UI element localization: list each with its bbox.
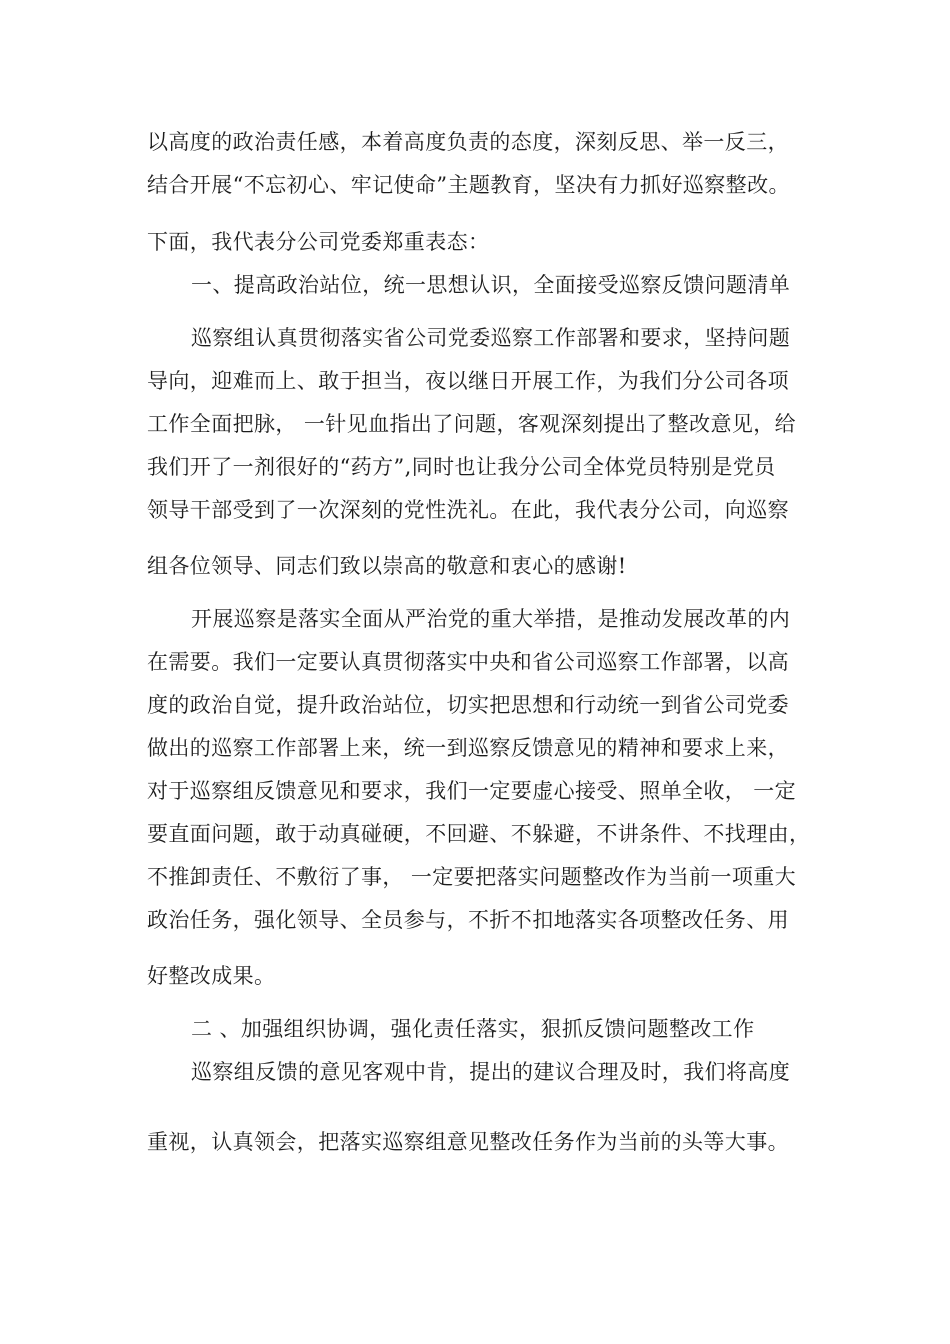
text-line: 以高度的政治责任感，本着高度负责的态度，深刻反思、举一反三， — [147, 130, 789, 154]
text-line: 组各位领导、同志们致以崇高的敬意和衷心的感谢! — [147, 554, 627, 578]
text-line: 工作全面把脉， 一针见血指出了问题，客观深刻提出了整改意见，给 — [147, 412, 797, 436]
text-line: 不推卸责任、不敷衍了事， 一定要把落实问题整改作为当前一项重大 — [147, 865, 797, 889]
text-line: 政治任务，强化领导、全员参与，不折不扣地落实各项整改任务、用 — [147, 908, 789, 932]
text-line: 领导干部受到了一次深刻的党性洗礼。在此，我代表分公司，向巡察 — [147, 498, 789, 522]
text-line: 下面，我代表分公司党委郑重表态： — [147, 230, 490, 254]
text-line: 在需要。我们一定要认真贯彻落实中央和省公司巡察工作部署，以高 — [147, 650, 789, 674]
text-line: 开展巡察是落实全面从严治党的重大举措，是推动发展改革的内 — [191, 607, 791, 631]
text-line: 巡察组反馈的意见客观中肯，提出的建议合理及时，我们将高度 — [191, 1060, 791, 1084]
text-line: 重视，认真领会，把落实巡察组意见整改任务作为当前的头等大事。 — [147, 1130, 789, 1154]
text-line: 导向，迎难而上、敢于担当，夜以继日开展工作，为我们分公司各项 — [147, 369, 789, 393]
text-line: 做出的巡察工作部署上来，统一到巡察反馈意见的精神和要求上来， — [147, 736, 789, 760]
text-line: 结合开展“不忘初心、牢记使命”主题教育，坚决有力抓好巡察整改。 — [147, 173, 790, 197]
text-line: 对于巡察组反馈意见和要求，我们一定要虚心接受、照单全收， 一定 — [147, 779, 797, 803]
text-line: 我们开了一剂很好的“药方”,同时也让我分公司全体党员特别是党员 — [147, 455, 776, 479]
text-line: 巡察组认真贯彻落实省公司党委巡察工作部署和要求，坚持问题 — [191, 326, 791, 350]
section-heading: 一、提高政治站位，统一思想认识，全面接受巡察反馈问题清单 — [191, 273, 791, 297]
text-line: 好整改成果。 — [147, 964, 276, 988]
text-line: 要直面问题，敢于动真碰硬，不回避、不躲避，不讲条件、不找理由， — [147, 822, 811, 846]
section-heading: 二 、加强组织协调，强化责任落实，狠抓反馈问题整改工作 — [191, 1017, 755, 1041]
text-line: 度的政治自觉，提升政治站位，切实把思想和行动统一到省公司党委 — [147, 693, 789, 717]
